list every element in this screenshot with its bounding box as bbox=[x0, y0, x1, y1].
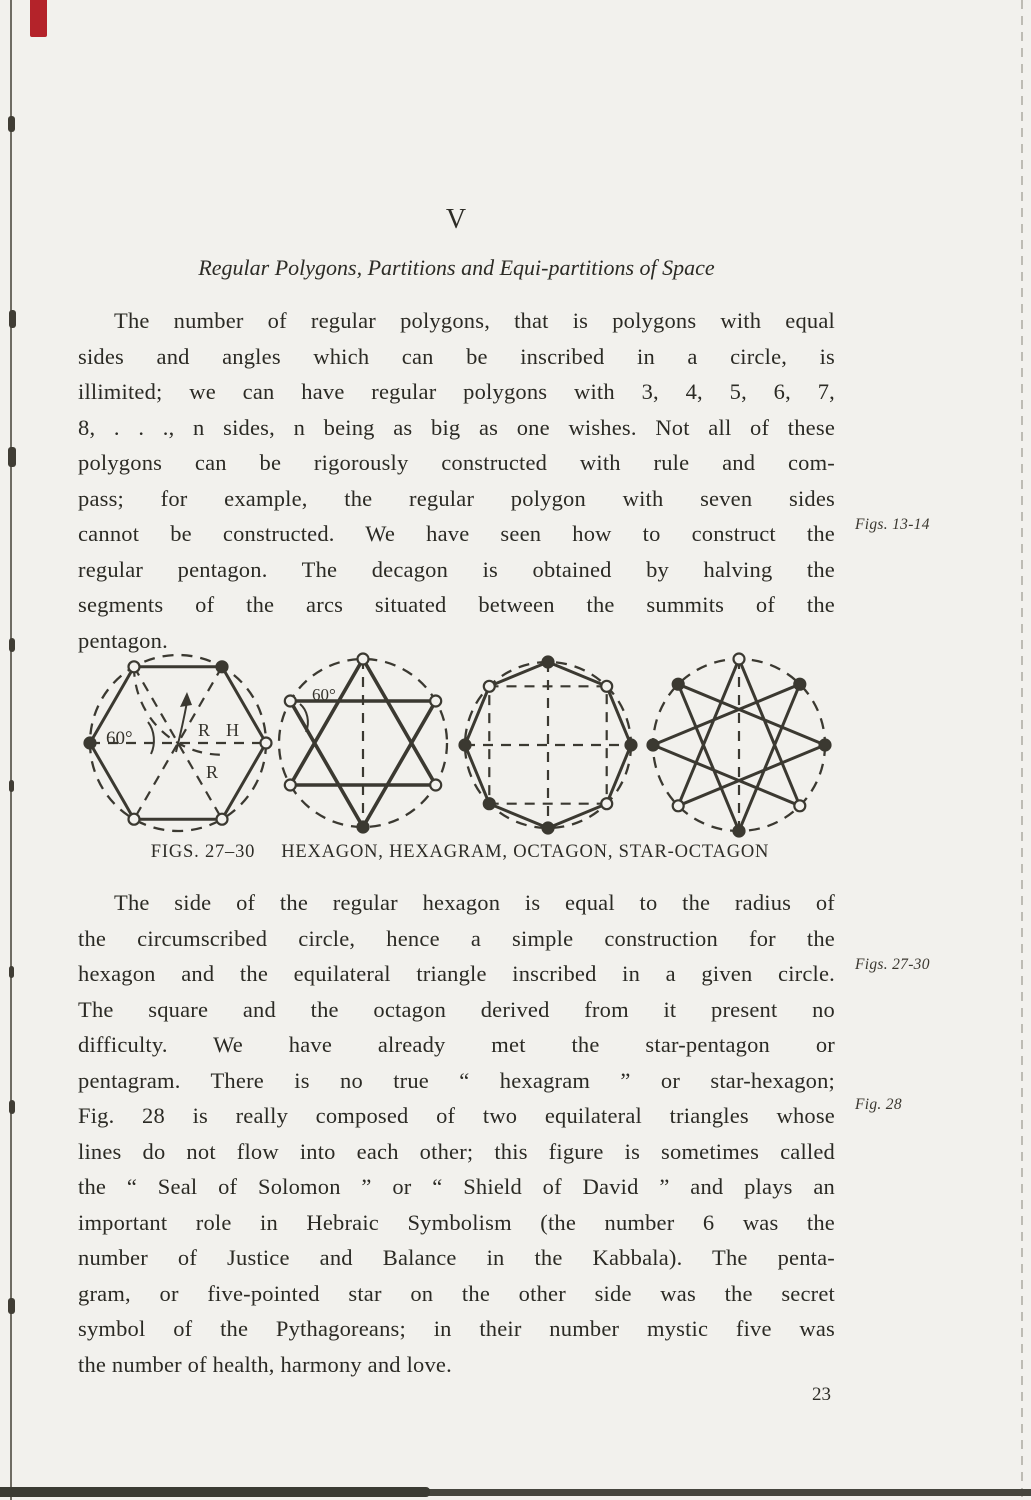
text-line: segments of the arcs situated between the summits of the bbox=[78, 592, 835, 617]
margin-mark bbox=[9, 966, 14, 978]
text-line: gram, or five-pointed star on the other side was the secret bbox=[78, 1280, 835, 1306]
text-line: number of Justice and Balance in the Kabbala). The penta- bbox=[78, 1245, 835, 1270]
text-line: 8, . . ., n sides, n being as big as one wishes. Not all of these bbox=[78, 414, 835, 440]
page-bottom-edge-left bbox=[0, 1487, 430, 1497]
margin-mark bbox=[8, 1298, 15, 1314]
hexagon-angle-label: 60° bbox=[106, 728, 133, 749]
text-line: The number of regular polygons, that is polygons with equal bbox=[114, 308, 835, 333]
paragraph-2 bbox=[78, 885, 835, 1382]
hexagram-angle-label: 60° bbox=[312, 685, 336, 704]
text-line: the number of health, harmony and love. bbox=[78, 1351, 452, 1377]
margin-mark bbox=[8, 447, 16, 467]
text-line: difficulty. We have already met the star-pentagon or bbox=[78, 1032, 835, 1057]
text-line: lines do not flow into each other; this figure is sometimes called bbox=[78, 1138, 835, 1164]
text-line: regular pentagon. The decagon is obtained by halving the bbox=[78, 556, 835, 582]
text-line: the circumscribed circle, hence a simple construction for the bbox=[78, 925, 835, 951]
margin-mark bbox=[8, 116, 15, 132]
arrow-head bbox=[180, 692, 192, 707]
text-line: the “ Seal of Solomon ” or “ Shield of David ” and plays an bbox=[78, 1174, 835, 1199]
star-octagon-figure bbox=[648, 654, 831, 837]
margin-note-fig-28: Fig. 28 bbox=[855, 1096, 902, 1113]
text-line: sides and angles which can be inscribed in a circle, is bbox=[78, 343, 835, 369]
figure-caption bbox=[0, 842, 920, 863]
red-edge-mark bbox=[30, 0, 47, 37]
hexagon-radius-label: R bbox=[198, 720, 211, 740]
hexagon-radius2-label: R bbox=[206, 762, 219, 782]
margin-mark bbox=[9, 1100, 15, 1114]
figure-row bbox=[0, 652, 1031, 847]
text-line: pass; for example, the regular polygon with seven sides bbox=[78, 485, 835, 511]
hexagon-figure bbox=[85, 655, 272, 831]
page-number: 23 bbox=[812, 1384, 831, 1405]
margin-mark bbox=[9, 638, 15, 652]
margin-note-figs-27-30: Figs. 27-30 bbox=[855, 956, 930, 973]
figures-svg bbox=[0, 652, 1031, 847]
figure-caption-number: FIGS. 27–30 bbox=[150, 842, 256, 862]
octagon-figure bbox=[460, 657, 637, 834]
text-line: hexagon and the equilateral triangle inscribed in a given circle. bbox=[78, 961, 835, 986]
hexagram-figure bbox=[279, 654, 447, 833]
hexagon-side-label: H bbox=[226, 720, 239, 740]
text-line: pentagon. bbox=[78, 627, 168, 653]
text-line: symbol of the Pythagoreans; in their number mystic five was bbox=[78, 1316, 835, 1341]
text-line: important role in Hebraic Symbolism (the number 6 was the bbox=[78, 1209, 835, 1235]
margin-mark bbox=[9, 310, 16, 328]
text-line: illimited; we can have regular polygons with 3, 4, 5, 6, 7, bbox=[78, 379, 835, 404]
margin-note-figs-13-14: Figs. 13-14 bbox=[855, 516, 930, 533]
text-line: The square and the octagon derived from it present no bbox=[78, 996, 835, 1022]
text-line: cannot be constructed. We have seen how to construct the bbox=[78, 521, 835, 546]
text-line: polygons can be rigorously constructed with rule and com- bbox=[78, 450, 835, 475]
section-title: Regular Polygons, Partitions and Equi-partitions of Space bbox=[198, 255, 715, 280]
figure-caption-title: HEXAGON, HEXAGRAM, OCTAGON, STAR-OCTAGON bbox=[281, 842, 770, 862]
text-line: pentagram. There is no true “ hexagram ” or star-hexagon; bbox=[78, 1067, 835, 1093]
text-line: The side of the regular hexagon is equal to the radius of bbox=[114, 890, 835, 915]
paragraph-1 bbox=[78, 303, 835, 658]
chapter-number: V bbox=[445, 204, 468, 235]
text-line: Fig. 28 is really composed of two equilateral triangles whose bbox=[78, 1103, 835, 1128]
